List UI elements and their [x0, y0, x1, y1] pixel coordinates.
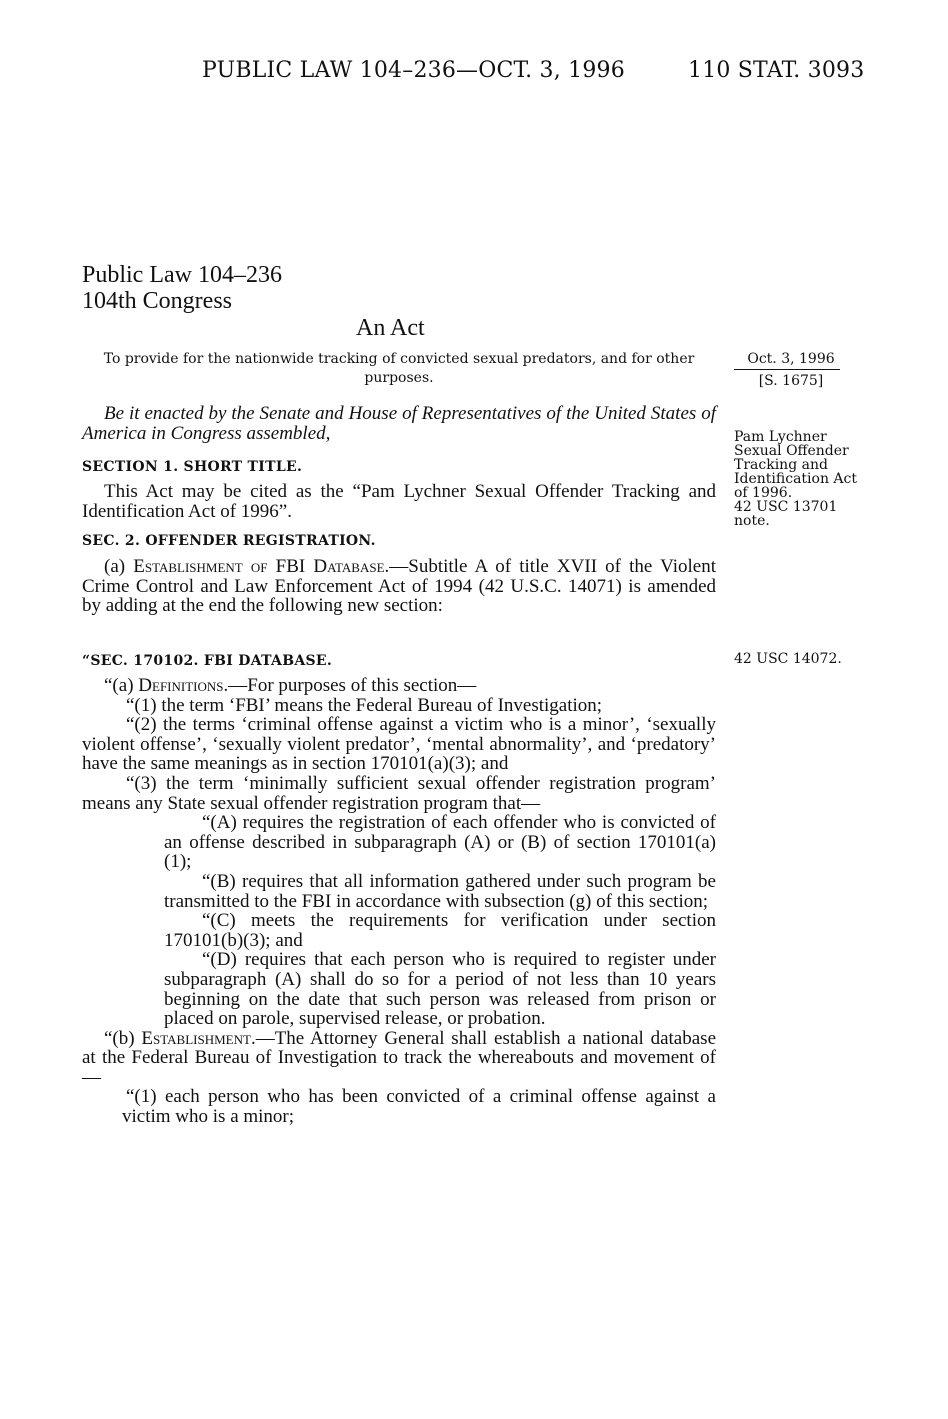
subsection-a — [82, 676, 716, 696]
subsection-b-caption: Establishment — [141, 1027, 251, 1049]
subsection-a-text: .—For purposes of this section— — [223, 675, 477, 696]
subsection-b — [82, 1029, 716, 1088]
margin-date: Oct. 3, 1996 — [747, 351, 835, 367]
subsection-caption: Establishment of — [133, 556, 268, 577]
paragraph-1: “(1) the term ‘FBI’ means the Federal Bureau of Investigation; — [126, 694, 603, 716]
margin-note-line: note. — [734, 513, 770, 529]
margin-note-line: Identification Act — [734, 471, 857, 487]
congress: 104th Congress — [82, 288, 232, 314]
law-number: Public Law 104–236 — [82, 262, 282, 288]
subparagraph-b: “(B) requires that all information gathered under such program be transmitted to the FBI in accordance with subsection (g) of this section; — [164, 870, 716, 912]
act-title: An Act — [356, 315, 425, 341]
subsection-b-paragraph-1: “(1) each person who has been convicted of a criminal offense against a victim who is a minor; — [122, 1086, 716, 1128]
enacting-clause: Be it enacted by the Senate and House of Representatives of the United States of America in Congress assembled, — [82, 403, 716, 444]
subparagraph-a: “(A) requires the registration of each offender who is convicted of an offense described in subparagraph (A) or (B) of section 170101(a)(1); — [164, 812, 716, 873]
subsection-label: (a) — [104, 556, 134, 577]
section-1-text: This Act may be cited as the “Pam Lychner Sexual Offender Tracking and Identification Act of 1996”. — [82, 481, 716, 522]
subsection-text: .—Subtitle A of title XVII of the Violent Crime Control and Law Enforcement Act of 1994 (42 U.S.C. 14071) is amended by adding at the end the following new section: — [82, 556, 716, 617]
paragraph-3: “(3) the term ‘minimally sufficient sexual offender registration program’ means any State sexual offender registration program that— — [82, 772, 716, 814]
purpose — [82, 350, 716, 388]
subsection-b-label: “(b) — [104, 1027, 142, 1049]
purpose-line-1: To provide for the nationwide tracking of convicted sexual predators, and for other — [103, 351, 695, 367]
section-1-heading: SECTION 1. SHORT TITLE. — [82, 459, 303, 475]
subparagraph-d: “(D) requires that each person who is required to register under subparagraph (A) shall do so for a period of not less than 10 years beginning on the date that such person was released from prison or placed on parole, supervised release, or probation. — [164, 949, 716, 1030]
margin-note-line: of 1996. — [734, 485, 793, 501]
margin-rule — [734, 369, 840, 370]
section-2-a — [82, 557, 716, 616]
purpose-line-2: purposes. — [364, 370, 434, 386]
running-head-left: PUBLIC LAW 104–236—OCT. 3, 1996 — [202, 58, 625, 83]
subsection-caption-database: Database — [313, 556, 385, 577]
subparagraph-c: “(C) meets the requirements for verification under section 170101(b)(3); and — [164, 910, 716, 951]
new-section-body — [82, 676, 716, 1127]
running-head-right: 110 STAT. 3093 — [688, 58, 865, 83]
subsection-b-text: .—The Attorney General shall establish a national database at the Federal Bureau of Investigation to track the whereabouts and movement of— — [82, 1027, 717, 1088]
subsection-a-caption: Definitions — [138, 675, 224, 696]
new-section-heading: “SEC. 170102. FBI DATABASE. — [82, 653, 333, 669]
paragraph-2: “(2) the terms ‘criminal offense against a victim who is a minor’, ‘sexually violent offense’, ‘sexually violent predator’, ‘mental abnormality’, and ‘predatory’ have the same meanings as in section 170101(a)(3); and — [82, 714, 716, 775]
margin-note-line: Pam Lychner — [734, 429, 827, 445]
margin-short-title-note — [734, 430, 864, 528]
margin-note-line: 42 USC 13701 — [734, 499, 838, 515]
margin-note-line: Sexual Offender — [734, 443, 849, 459]
subsection-caption-fbi: FBI — [267, 556, 314, 577]
margin-sec-note: 42 USC 14072. — [734, 651, 842, 667]
section-2-heading: SEC. 2. OFFENDER REGISTRATION. — [82, 533, 376, 549]
margin-note-line: Tracking and — [734, 457, 828, 473]
margin-bill: [S. 1675] — [758, 373, 824, 389]
subsection-a-label: “(a) — [104, 675, 139, 696]
